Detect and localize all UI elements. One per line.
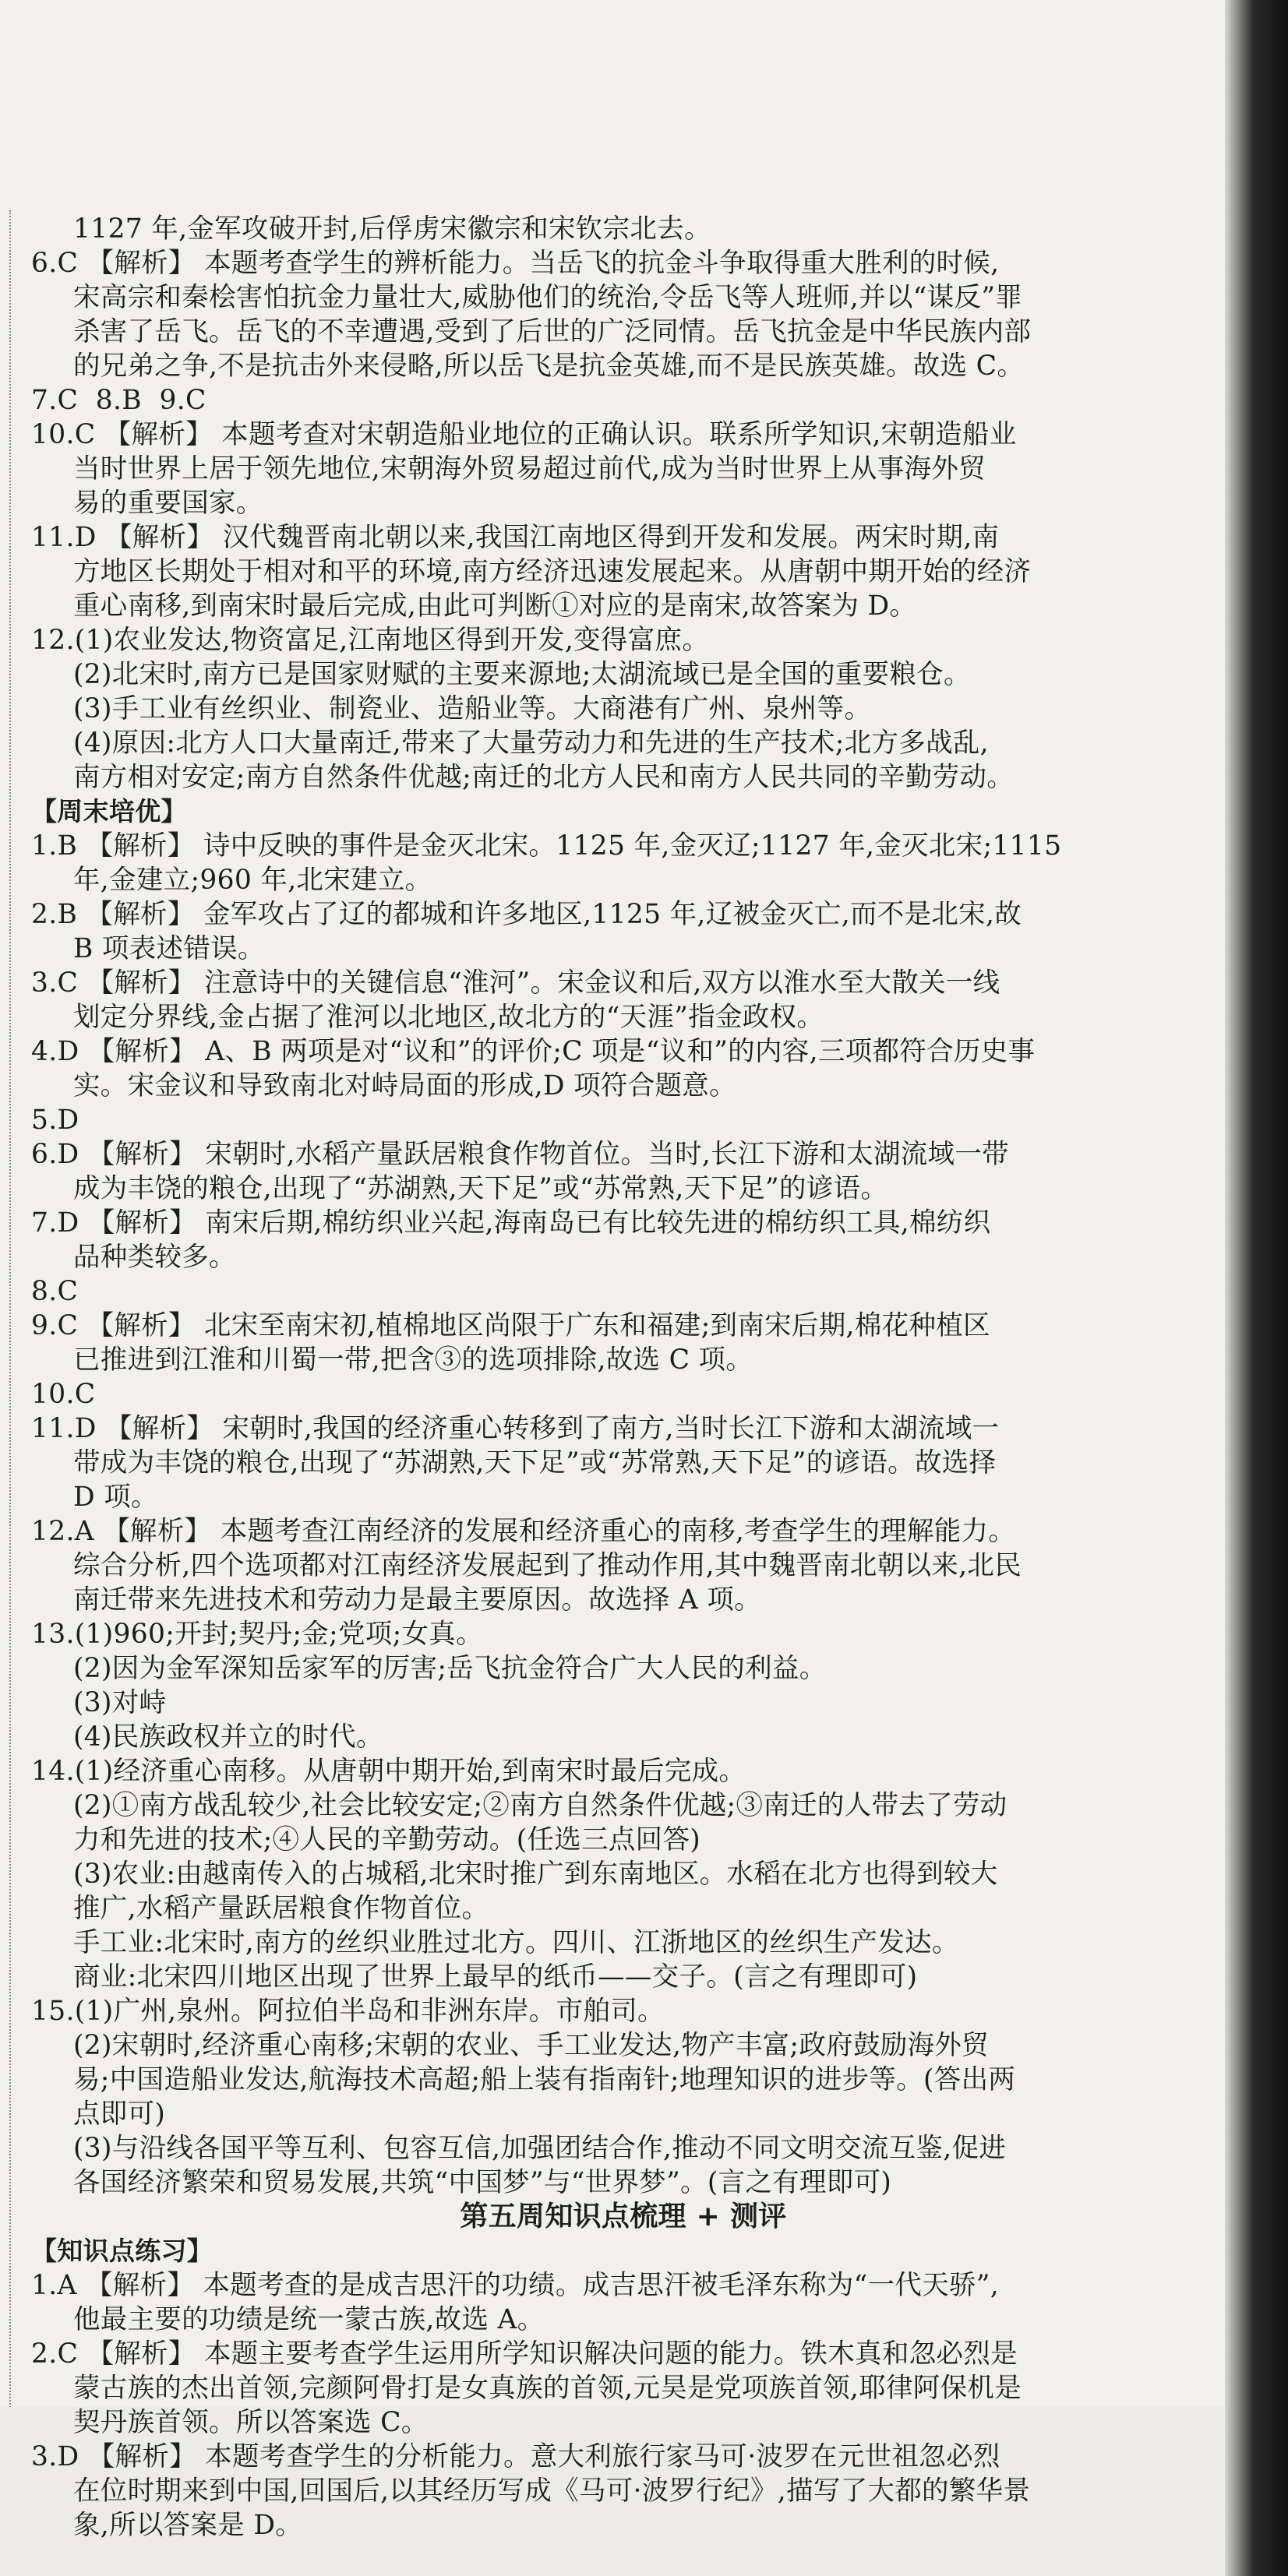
- text-line: 2.C 【解析】 本题主要考查学生运用所学知识解决问题的能力。铁木真和忽必烈是: [31, 2338, 1018, 2370]
- text-line: 手工业:北宋时,南方的丝织业胜过北方。四川、江浙地区的丝织生产发达。: [73, 1927, 959, 1958]
- text-line: (4)民族政权并立的时代。: [73, 1721, 383, 1753]
- section-heading: 【知识点练习】: [31, 2236, 213, 2266]
- text-line: 6.C 【解析】 本题考查学生的辨析能力。当岳飞的抗金斗争取得重大胜利的时候,: [31, 248, 1000, 279]
- text-line: 8.C: [31, 1276, 79, 1307]
- text-line: 1.B 【解析】 诗中反映的事件是金灭北宋。1125 年,金灭辽;1127 年,金灭北宋;1115: [31, 830, 1062, 862]
- text-line: B 项表述错误。: [73, 933, 265, 964]
- text-line: (3)农业:由越南传入的占城稻,北宋时推广到东南地区。水稻在北方也得到较大: [73, 1859, 998, 1890]
- text-line: 12.A 【解析】 本题考查江南经济的发展和经济重心的南移,考查学生的理解能力。: [31, 1516, 1016, 1547]
- text-line: 实。宋金议和导致南北对峙局面的形成,D 项符合题意。: [73, 1070, 736, 1101]
- text-line: 年,金建立;960 年,北宋建立。: [73, 865, 432, 896]
- text-line: 在位时期来到中国,回国后,以其经历写成《马可·波罗行纪》,描写了大都的繁华景: [73, 2476, 1031, 2507]
- text-line: 推广,水稻产量跃居粮食作物首位。: [73, 1893, 489, 1924]
- text-line: 11.D 【解析】 宋朝时,我国的经济重心转移到了南方,当时长江下游和太湖流域一: [31, 1413, 1000, 1444]
- text-line: (2)因为金军深知岳家军的厉害;岳飞抗金符合广大人民的利益。: [73, 1653, 827, 1684]
- text-line: 4.D 【解析】 A、B 两项是对“议和”的评价;C 项是“议和”的内容,三项都符合历史事: [31, 1036, 1036, 1067]
- text-line: 宋高宗和秦桧害怕抗金力量壮大,威胁他们的统治,令岳飞等人班师,并以“谋反”罪: [73, 282, 1023, 313]
- text-line: 点即可): [73, 2099, 166, 2130]
- text-line: 6.D 【解析】 宋朝时,水稻产量跃居粮食作物首位。当时,长江下游和太湖流域一带: [31, 1139, 1009, 1170]
- text-line: 商业:北宋四川地区出现了世界上最早的纸币——交子。(言之有理即可): [73, 1961, 918, 1993]
- text-line: (3)对峙: [73, 1687, 167, 1718]
- text-line: 南方相对安定;南方自然条件优越;南迁的北方人民和南方人民共同的辛勤劳动。: [73, 762, 1015, 793]
- text-line: 契丹族首领。所以答案选 C。: [73, 2407, 429, 2438]
- text-line: (3)与沿线各国平等互利、包容互信,加强团结合作,推动不同文明交流互鉴,促进: [73, 2133, 1007, 2164]
- text-line: 1.A 【解析】 本题考查的是成吉思汗的功绩。成吉思汗被毛泽东称为“一代天骄”,: [31, 2270, 1000, 2301]
- text-line: 各国经济繁荣和贸易发展,共筑“中国梦”与“世界梦”。(言之有理即可): [73, 2167, 892, 2198]
- text-line: 成为丰饶的粮仓,出现了“苏湖熟,天下足”或“苏常熟,天下足”的谚语。: [73, 1173, 888, 1204]
- answer-key-text: [31, 212, 1216, 2543]
- text-line: 15.(1)广州,泉州。阿拉伯半岛和非洲东岸。市舶司。: [31, 1996, 665, 2027]
- binding-dotted-line: [9, 210, 11, 2423]
- text-line: 的兄弟之争,不是抗击外来侵略,所以岳飞是抗金英雄,而不是民族英雄。故选 C。: [73, 351, 1025, 382]
- text-line: 重心南移,到南宋时最后完成,由此可判断①对应的是南宋,故答案为 D。: [73, 590, 917, 622]
- text-line: 13.(1)960;开封;契丹;金;党项;女真。: [31, 1619, 483, 1650]
- text-line: D 项。: [73, 1482, 158, 1513]
- text-line: 5.D: [31, 1105, 79, 1136]
- text-line: 他最主要的功绩是统一蒙古族,故选 A。: [73, 2304, 545, 2335]
- text-line: (2)宋朝时,经济重心南移;宋朝的农业、手工业发达,物产丰富;政府鼓励海外贸: [73, 2030, 989, 2061]
- text-line: (4)原因:北方人口大量南迁,带来了大量劳动力和先进的生产技术;北方多战乱,: [73, 728, 989, 759]
- text-line: 易的重要国家。: [73, 488, 263, 519]
- text-line: (3)手工业有丝织业、制瓷业、造船业等。大商港有广州、泉州等。: [73, 693, 872, 724]
- text-line: 蒙古族的杰出首领,完颜阿骨打是女真族的首领,元昊是党项族首领,耶律阿保机是: [73, 2373, 1022, 2404]
- text-line: 品种类较多。: [73, 1242, 236, 1273]
- text-line: 7.D 【解析】 南宋后期,棉纺织业兴起,海南岛已有比较先进的棉纺织工具,棉纺织: [31, 1207, 991, 1239]
- text-line: 划定分界线,金占据了淮河以北地区,故北方的“天涯”指金政权。: [73, 1002, 824, 1033]
- text-line: 14.(1)经济重心南移。从唐朝中期开始,到南宋时最后完成。: [31, 1756, 746, 1787]
- text-line: 1127 年,金军攻破开封,后俘虏宋徽宗和宋钦宗北去。: [73, 213, 711, 245]
- text-line: 杀害了岳飞。岳飞的不幸遭遇,受到了后世的广泛同情。岳飞抗金是中华民族内部: [73, 316, 1032, 347]
- text-line: 3.C 【解析】 注意诗中的关键信息“淮河”。宋金议和后,双方以淮水至大散关一线: [31, 967, 1000, 999]
- text-line: 综合分析,四个选项都对江南经济发展起到了推动作用,其中魏晋南北朝以来,北民: [73, 1550, 1022, 1581]
- text-line: 易;中国造船业发达,航海技术高超;船上装有指南针;地理知识的进步等。(答出两: [73, 2064, 1016, 2095]
- text-line: 9.C 【解析】 北宋至南宋初,植棉地区尚限于广东和福建;到南宋后期,棉花种植区: [31, 1310, 990, 1341]
- text-line: 当时世界上居于领先地位,宋朝海外贸易超过前代,成为当时世界上从事海外贸: [73, 453, 986, 485]
- text-line: (2)①南方战乱较少,社会比较安定;②南方自然条件优越;③南迁的人带去了劳动: [73, 1790, 1007, 1821]
- text-line: 3.D 【解析】 本题考查学生的分析能力。意大利旅行家马可·波罗在元世祖忽必烈: [31, 2441, 1000, 2472]
- text-line: 2.B 【解析】 金军攻占了辽的都城和许多地区,1125 年,辽被金灭亡,而不是北宋,故: [31, 899, 1022, 930]
- text-line: 方地区长期处于相对和平的环境,南方经济迅速发展起来。从唐朝中期开始的经济: [73, 556, 1032, 587]
- week-title: 第五周知识点梳理 + 测评: [460, 2201, 787, 2232]
- text-line: (2)北宋时,南方已是国家财赋的主要来源地;太湖流域已是全国的重要粮仓。: [73, 659, 971, 690]
- text-line: 7.C 8.B 9.C: [31, 385, 206, 416]
- text-line: 力和先进的技术;④人民的辛勤劳动。(任选三点回答): [73, 1824, 701, 1855]
- text-line: 象,所以答案是 D。: [73, 2510, 303, 2541]
- text-line: 已推进到江淮和川蜀一带,把含③的选项排除,故选 C 项。: [73, 1344, 753, 1376]
- text-line: 10.C: [31, 1379, 96, 1410]
- page-edge-shadow: [1225, 0, 1288, 2576]
- section-heading: 【周末培优】: [31, 796, 187, 826]
- text-line: 11.D 【解析】 汉代魏晋南北朝以来,我国江南地区得到开发和发展。两宋时期,南: [31, 522, 1000, 553]
- text-line: 10.C 【解析】 本题考查对宋朝造船业地位的正确认识。联系所学知识,宋朝造船业: [31, 419, 1017, 450]
- text-line: 南迁带来先进技术和劳动力是最主要原因。故选择 A 项。: [73, 1584, 761, 1616]
- text-line: 带成为丰饶的粮仓,出现了“苏湖熟,天下足”或“苏常熟,天下足”的谚语。故选择: [73, 1447, 997, 1478]
- text-line: 12.(1)农业发达,物资富足,江南地区得到开发,变得富庶。: [31, 625, 710, 656]
